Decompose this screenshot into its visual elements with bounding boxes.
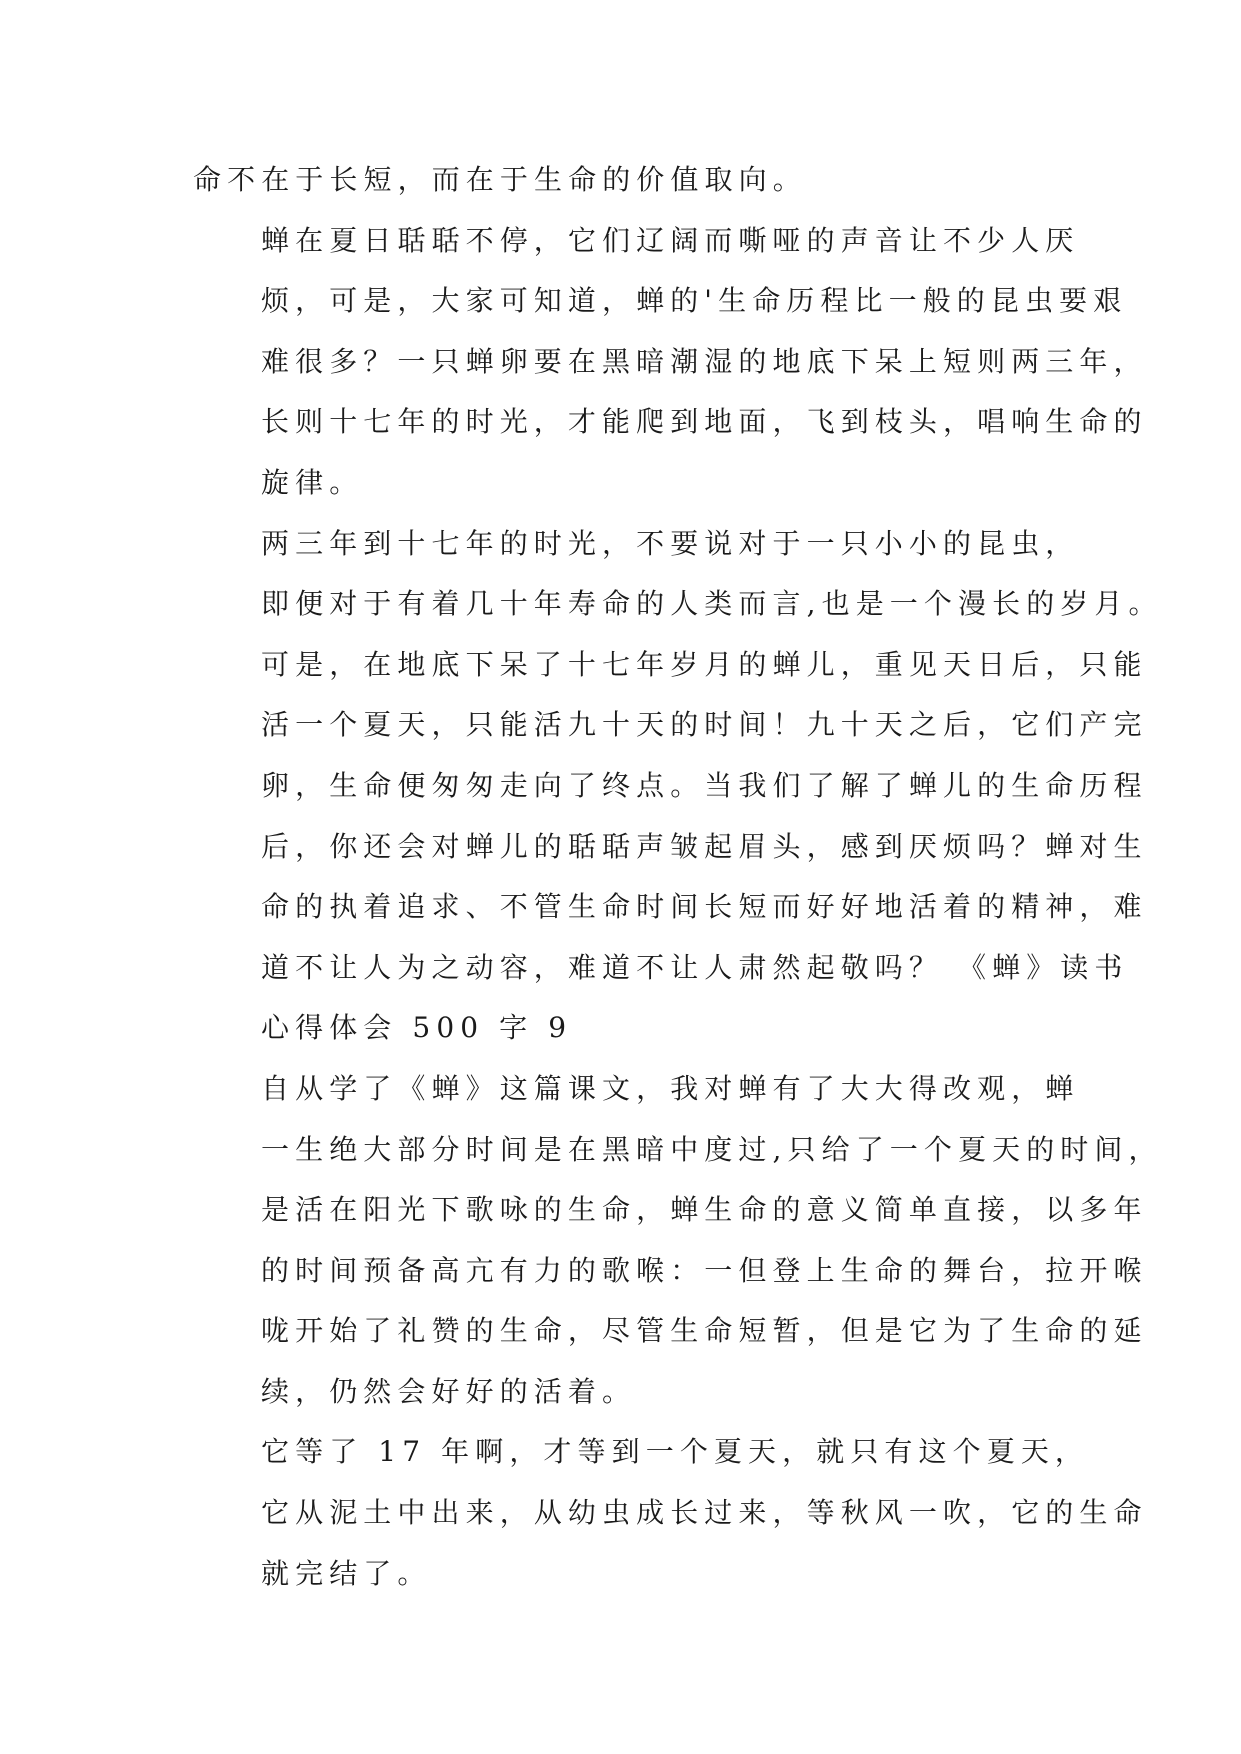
text-line: 难很多？一只蝉卵要在黑暗潮湿的地底下呆上短则两三年，: [261, 344, 1148, 378]
text-line: 就完结了。: [261, 1556, 432, 1590]
text-line: 烦，可是，大家可知道，蝉的'生命历程比一般的昆虫要艰: [261, 284, 1128, 318]
text-line: 后，你还会对蝉儿的聒聒声皱起眉头，感到厌烦吗？蝉对生: [261, 829, 1148, 863]
text-line: 可是，在地底下呆了十七年岁月的蝉儿，重见天日后，只能: [261, 647, 1148, 681]
text-line: 卵，生命便匆匆走向了终点。当我们了解了蝉儿的生命历程: [261, 768, 1148, 802]
text-line: 续，仍然会好好的活着。: [261, 1374, 637, 1408]
paragraph-2: [193, 211, 1148, 514]
text-line: 是活在阳光下歌咏的生命，蝉生命的意义简单直接，以多年: [261, 1193, 1148, 1227]
paragraph-4: [193, 1059, 1163, 1423]
text-line: 咙开始了礼赞的生命，尽管生命短暂，但是它为了生命的延: [261, 1314, 1148, 1348]
text-line: 蝉在夏日聒聒不停，它们辽阔而嘶哑的声音让不少人厌: [261, 223, 1080, 257]
paragraph-5: [193, 1422, 1148, 1604]
text-line: 一生绝大部分时间是在黑暗中度过,只给了一个夏天的时间，: [261, 1132, 1163, 1166]
text-line: 命的执着追求、不管生命时间长短而好好地活着的精神，难: [261, 890, 1148, 924]
text-line: 的时间预备高亢有力的歌喉：一但登上生命的舞台，拉开喉: [261, 1253, 1148, 1287]
text-line: 它等了 17 年啊，才等到一个夏天，就只有这个夏天，: [261, 1435, 1090, 1469]
document-page: [193, 150, 1163, 1604]
text-line: 两三年到十七年的时光，不要说对于一只小小的昆虫，: [261, 526, 1080, 560]
text-line: 旋律。: [261, 465, 364, 499]
text-line: 长则十七年的时光，才能爬到地面，飞到枝头，唱响生命的: [261, 405, 1148, 439]
text-line: 它从泥土中出来，从幼虫成长过来，等秋风一吹，它的生命: [261, 1496, 1148, 1530]
paragraph-3: [193, 514, 1163, 1059]
text-line: 命不在于长短，而在于生命的价值取向。: [193, 163, 807, 196]
text-line: 心得体会 500 字 9: [261, 1011, 573, 1045]
text-line: 即便对于有着几十年寿命的人类而言,也是一个漫长的岁月。: [261, 587, 1163, 621]
text-line: 道不让人为之动容，难道不让人肃然起敬吗？ 《蝉》读书: [261, 950, 1129, 984]
text-line: 自从学了《蝉》这篇课文，我对蝉有了大大得改观，蝉: [261, 1071, 1080, 1105]
text-line: 活一个夏天，只能活九十天的时间！九十天之后，它们产完: [261, 708, 1148, 742]
paragraph-1: [193, 150, 1053, 211]
